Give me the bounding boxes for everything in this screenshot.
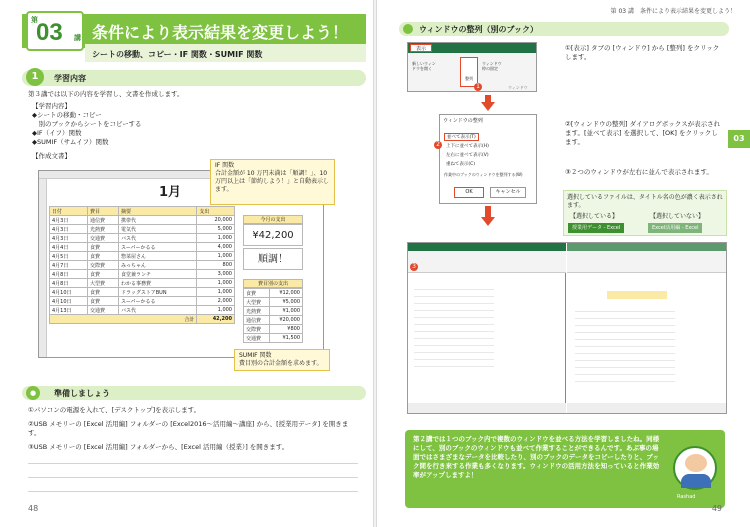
table-cell: 食費	[88, 288, 119, 297]
sheet-grid	[414, 283, 494, 373]
arrange-button[interactable]: 整列	[460, 57, 478, 87]
column-header: 日付	[50, 207, 88, 216]
table-cell: 通信費	[88, 216, 119, 225]
dialog-title: ウィンドウの整列	[443, 118, 483, 124]
active-workbook-checkbox[interactable]: 作業中のブックのウィンドウを整列する(W)	[444, 172, 523, 177]
category-cell: ¥1,500	[269, 334, 302, 343]
table-cell: 20,000	[197, 216, 235, 225]
category-cell: 食費	[244, 289, 270, 298]
table-cell: 1,000	[197, 306, 235, 315]
total-row	[50, 315, 235, 324]
table-cell: バス代	[119, 234, 197, 243]
table-header-row	[50, 207, 235, 216]
table-cell: 2,000	[197, 297, 235, 306]
ribbon-group-label: ウィンドウ	[508, 85, 528, 90]
category-cell: ¥1,000	[269, 307, 302, 316]
left-window	[408, 243, 566, 413]
avatar-face-icon	[685, 454, 707, 472]
table-row	[50, 297, 235, 306]
down-arrow-icon	[481, 102, 495, 111]
window-titlebar	[567, 243, 726, 251]
prep-step: ③USB メモリーの [Excel 活用編] フォルダーから、[Excel 活用編（授業）] を開きます。	[28, 443, 289, 451]
category-cell: 交通費	[244, 334, 270, 343]
table-cell: 5,000	[197, 225, 235, 234]
category-row	[244, 307, 303, 316]
cancel-button[interactable]: キャンセル	[490, 187, 526, 198]
table-cell: 4月10日	[50, 297, 88, 306]
table-cell: 1,000	[197, 288, 235, 297]
table-row	[50, 288, 235, 297]
expense-table	[49, 206, 235, 324]
chapter-number: 03	[36, 19, 63, 46]
step-marker: 1	[474, 73, 482, 92]
window-ribbon	[567, 251, 726, 273]
table-cell: 食費	[88, 252, 119, 261]
table-cell: 惣菜屋さん	[119, 252, 197, 261]
column-header: 支出	[197, 207, 235, 216]
category-cell: 通信費	[244, 316, 270, 325]
page-title: 条件により表示結果を変更しよう！	[92, 23, 349, 42]
category-title: 費目別の支出	[243, 279, 303, 288]
total-label: 合計	[50, 315, 197, 324]
table-row	[50, 252, 235, 261]
table-cell: 4月3日	[50, 216, 88, 225]
status-cell: 順調！	[243, 248, 303, 270]
check-icon: ●	[26, 386, 40, 400]
sheet-month: 1月	[159, 185, 182, 200]
table-cell: 4月4日	[50, 243, 88, 252]
prep-label: 準備しましょう	[54, 389, 110, 398]
sheet-tabs	[408, 403, 566, 413]
category-cell: 交際費	[244, 325, 270, 334]
table-cell: 1,000	[197, 252, 235, 261]
table-cell: 大型費	[88, 279, 119, 288]
tip-text: 第２講では１つのブック内で複数のウィンドウを並べる方法を学習しましたね。同様にして、別のブックのウィンドウも並べて作業することができるんです。あぶ事の場面ではさまざまなデータを比較したり、別のブックのデータをコピーしたりと、ブック間を行き来する作業も多くなります。ウィンドウの活用方法を知っていると作業効率がアップしますよ！	[413, 435, 660, 479]
unselected-label: 【選択していない】	[650, 213, 705, 220]
learn-item: ◆IF（イフ）関数	[32, 129, 82, 137]
step-marker: 3	[410, 253, 418, 272]
column-header: 費目	[88, 207, 119, 216]
document-heading: 【作成文書】	[32, 152, 71, 160]
page-number: 48	[28, 504, 39, 513]
step-marker: 2	[434, 131, 442, 150]
table-cell: スーパーかるる	[119, 243, 197, 252]
selection-note	[563, 190, 727, 236]
table-cell: 4月3日	[50, 234, 88, 243]
table-cell: 4月10日	[50, 288, 88, 297]
table-cell: 食堂兼ランチ	[119, 270, 197, 279]
table-cell: 交際費	[88, 261, 119, 270]
table-cell: 携帯代	[119, 216, 197, 225]
prep-heading	[22, 386, 366, 400]
tiled-option[interactable]: 並べて表示(T)	[444, 133, 479, 141]
ribbon-screenshot	[407, 42, 537, 92]
learn-item: 別のブックからシートをコピーする	[32, 120, 142, 128]
page-number: 49	[711, 504, 722, 513]
table-cell: わかる事務費	[119, 279, 197, 288]
table-cell: 電気代	[119, 225, 197, 234]
step-text: ①[表示] タブの [ウィンドウ] から [整列] をクリックします。	[565, 44, 720, 61]
ok-button[interactable]: OK	[454, 187, 484, 198]
table-cell: 4月5日	[50, 252, 88, 261]
down-arrow-icon	[481, 217, 495, 226]
selection-note-text: 選択しているファイルは、タイトル名の色が濃く表示されます。	[567, 194, 723, 209]
category-cell: 光熱費	[244, 307, 270, 316]
avatar-caption: Rashad	[677, 494, 696, 500]
arrange-dialog	[436, 114, 537, 204]
learn-heading: 【学習内容】	[32, 102, 71, 110]
category-cell: ¥800	[269, 325, 302, 334]
table-cell: 4月3日	[50, 225, 88, 234]
table-row	[50, 270, 235, 279]
table-cell: バス代	[119, 306, 197, 315]
cascade-option[interactable]: 重ねて表示(C)	[446, 162, 476, 167]
table-cell: 4月8日	[50, 270, 88, 279]
table-cell: 4月8日	[50, 279, 88, 288]
table-cell: 3,000	[197, 270, 235, 279]
table-cell: 食費	[88, 270, 119, 279]
intro-text: 第３講では以下の内容を学習し、文書を作成します。	[28, 90, 184, 98]
table-cell: みっちゃん	[119, 261, 197, 270]
note-line	[28, 477, 358, 478]
chapter-badge	[26, 11, 84, 51]
if-function-callout: IF 関数 合計金額が 10 万円未満は「順調！」、10 万円以上は「節約しよう！」と自動表示します。	[210, 159, 335, 205]
table-row	[50, 216, 235, 225]
selected-title-sample: 授業用データ - Excel	[568, 223, 624, 233]
window-titlebar	[408, 243, 566, 251]
row-header-strip	[39, 179, 47, 357]
table-cell: 4月7日	[50, 261, 88, 270]
category-row	[244, 298, 303, 307]
table-cell: 1,000	[197, 279, 235, 288]
section-label: ウィンドウの整列（別のブック）	[419, 25, 538, 34]
table-cell: 800	[197, 261, 235, 270]
table-row	[50, 234, 235, 243]
table-cell: 交通費	[88, 306, 119, 315]
step-text: ②[ウィンドウの整列] ダイアログボックスが表示されます。[並べて表示] を選択して、[OK] をクリックします。	[565, 120, 721, 146]
section-heading	[22, 70, 366, 86]
table-cell: スーパーかるる	[119, 297, 197, 306]
category-cell: 大型費	[244, 298, 270, 307]
section-label: 学習内容	[54, 74, 86, 83]
table-cell: 食費	[88, 243, 119, 252]
avatar-body-icon	[681, 474, 711, 488]
category-cell: ¥5,000	[269, 298, 302, 307]
category-row	[244, 289, 303, 298]
table-row	[50, 306, 235, 315]
vertical-option[interactable]: 左右に並べて表示(V)	[446, 153, 489, 158]
table-row	[50, 225, 235, 234]
sumif-function-callout: SUMIF 関数 費目別の合計金額を求めます。	[234, 349, 330, 371]
table-cell: 4,000	[197, 243, 235, 252]
note-line	[28, 491, 358, 492]
chapter-label: 第	[31, 16, 38, 24]
ribbon-button[interactable]: 新しいウィンドウを開く	[412, 61, 436, 71]
left-page	[0, 0, 373, 527]
table-row	[50, 261, 235, 270]
prep-step: ①パソコンの電源を入れて、[デスクトップ]を表示します。	[28, 406, 201, 414]
table-cell: ドラッグストアBUN	[119, 288, 197, 297]
category-cell: ¥20,000	[269, 316, 302, 325]
selected-label: 【選択している】	[570, 213, 619, 220]
column-header: 摘要	[119, 207, 197, 216]
horizontal-option[interactable]: 上下に並べて表示(H)	[446, 144, 489, 149]
ribbon-button[interactable]: ウィンドウ枠の固定	[482, 61, 502, 71]
sheet-grid	[575, 305, 675, 385]
chapter-suffix: 講	[74, 34, 81, 42]
table-cell: 光熱費	[88, 225, 119, 234]
learn-item: ◆SUMIF（サムイフ）関数	[32, 138, 109, 146]
month-box-title: 今月の支出	[243, 215, 303, 224]
category-row	[244, 316, 303, 325]
table-row	[50, 279, 235, 288]
table-cell: 4月13日	[50, 306, 88, 315]
table-cell: 食費	[88, 297, 119, 306]
window-ribbon	[408, 251, 566, 273]
category-row	[244, 334, 303, 343]
category-cell: ¥12,000	[269, 289, 302, 298]
right-page	[377, 0, 750, 527]
unselected-title-sample: Excel活用編 - Excel	[648, 223, 702, 233]
category-table	[243, 288, 303, 343]
chapter-side-tab: 03	[728, 130, 750, 148]
note-line	[28, 463, 358, 464]
bullet-icon	[403, 24, 413, 34]
table-cell: 1,000	[197, 234, 235, 243]
sheet-month-cell	[607, 291, 667, 299]
avatar	[673, 446, 717, 490]
sheet-tabs	[567, 403, 726, 413]
table-row	[50, 243, 235, 252]
section-heading	[399, 22, 729, 36]
running-head: 第 03 講 条件により表示結果を変更しよう！	[610, 8, 736, 15]
page-subtitle: シートの移動、コピー・IF 関数・SUMIF 関数	[92, 50, 263, 59]
step-text: ③２つのウィンドウが左右に並んで表示されます。	[565, 168, 713, 176]
total-value: 42,200	[197, 315, 235, 324]
section-number: 1	[26, 68, 44, 86]
month-box-value: ¥42,200	[243, 224, 303, 246]
category-row	[244, 325, 303, 334]
prep-step: ②USB メモリーの [Excel 活用編] フォルダーの [Excel2016～活用編～講座] から、[授業用データ] を開きます。	[28, 420, 349, 437]
table-cell: 交通費	[88, 234, 119, 243]
tab-view[interactable]: 表示	[410, 44, 432, 52]
side-by-side-screenshot	[407, 242, 727, 414]
right-window	[567, 243, 726, 413]
learn-item: ◆シートの移動・コピー	[32, 111, 102, 119]
